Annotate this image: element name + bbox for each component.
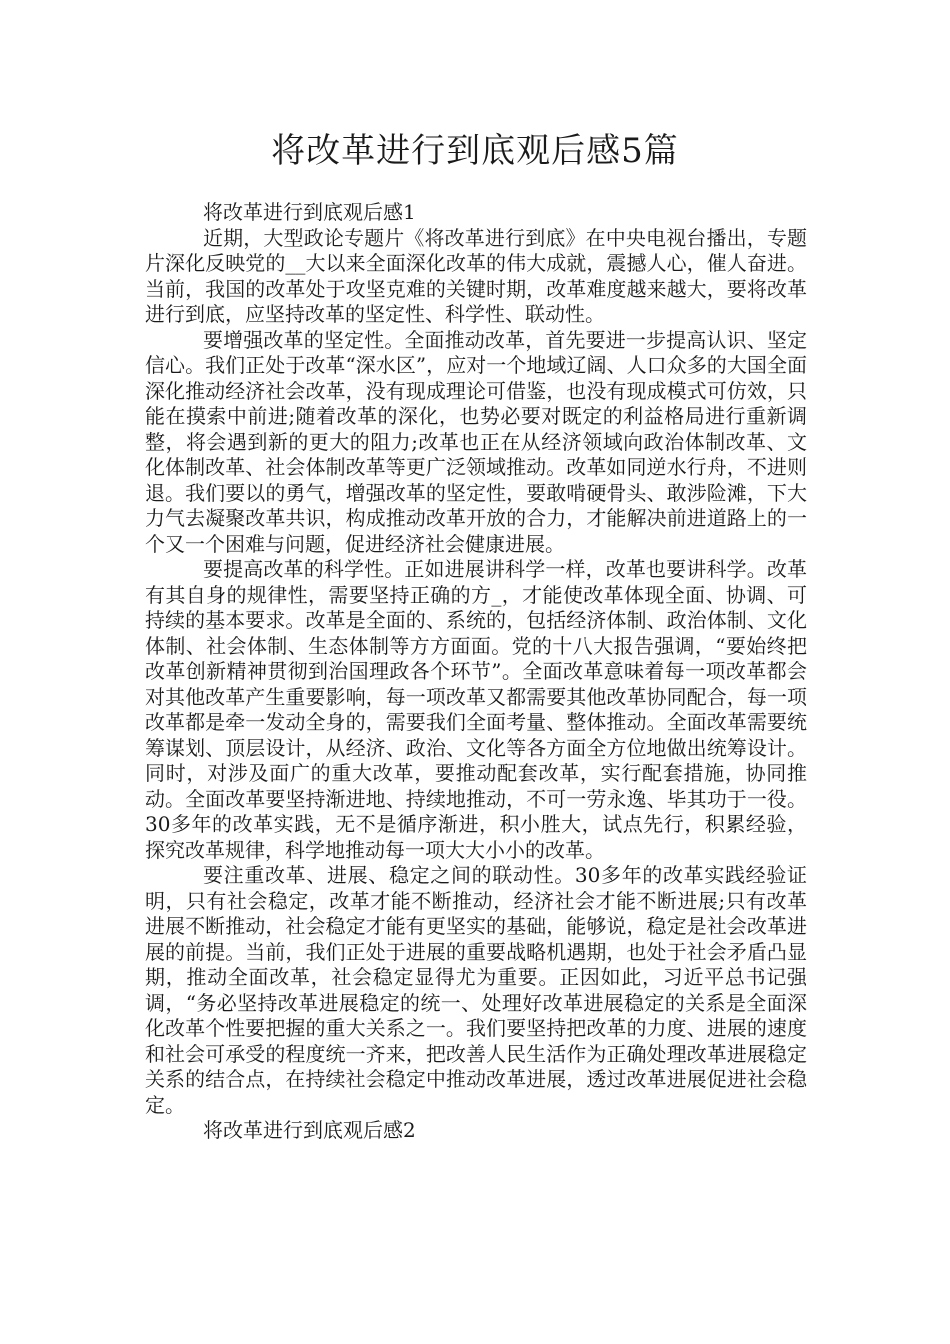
- document-body: [145, 200, 807, 1144]
- section-heading-1: 将改革进行到底观后感1: [203, 200, 416, 224]
- paragraph-firmness: 要增强改革的坚定性。全面推动改革，首先要进一步提高认识、坚定信心。我们正处于改革“深水区”，应对一个地域辽阔、人口众多的大国全面深化推动经济社会改革，没有现成理论可借鉴，也没有现成模式可仿效，只能在摸索中前进;随着改革的深化，也势必要对既定的利益格局进行重新调整，将会遇到新的更大的阻力;改革也正在从经济领域向政治体制改革、文化体制改革、社会体制改革等更广泛领域推动。改革如同逆水行舟，不进则退。我们要以的勇气，增强改革的坚定性，要敢啃硬骨头、敢涉险滩，下大力气去凝聚改革共识，构成推动改革开放的合力，才能解决前进道路上的一个又一个困难与问题，促进经济社会健康进展。: [145, 327, 807, 556]
- document-title: 将改革进行到底观后感5篇: [271, 131, 679, 171]
- section-heading-2: 将改革进行到底观后感2: [203, 1118, 416, 1142]
- paragraph-scientific: 要提高改革的科学性。正如进展讲科学一样，改革也要讲科学。改革有其自身的规律性，需要坚持正确的方_，才能使改革体现全面、协调、可持续的基本要求。改革是全面的、系统的，包括经济体制、政治体制、文化体制、社会体制、生态体制等方方面面。党的十八大报告强调，“要始终把改革创新精神贯彻到治国理政各个环节”。全面改革意味着每一项改革都会对其他改革产生重要影响，每一项改革又都需要其他改革协同配合，每一项改革都是牵一发动全身的，需要我们全面考量、整体推动。全面改革需要统筹谋划、顶层设计，从经济、政治、文化等各方面全方位地做出统筹设计。同时，对涉及面广的重大改革，要推动配套改革，实行配套措施，协同推动。全面改革要坚持渐进地、持续地推动，不可一劳永逸、毕其功于一役。30多年的改革实践，无不是循序渐进，积小胜大，试点先行，积累经验，探究改革规律，科学地推动每一项大大小小的改革。: [145, 557, 807, 862]
- paragraph-intro: 近期，大型政论专题片《将改革进行到底》在中央电视台播出，专题片深化反映党的__大以来全面深化改革的伟大成就，震撼人心，催人奋进。当前，我国的改革处于攻坚克难的关键时期，改革难度越来越大，要将改革进行到底，应坚持改革的坚定性、科学性、联动性。: [145, 225, 807, 326]
- paragraph-linkage: 要注重改革、进展、稳定之间的联动性。30多年的改革实践经验证明，只有社会稳定，改革才能不断推动，经济社会才能不断进展;只有改革进展不断推动，社会稳定才能有更坚实的基础，能够说，稳定是社会改革进展的前提。当前，我们正处于进展的重要战略机遇期，也处于社会矛盾凸显期，推动全面改革，社会稳定显得尤为重要。正因如此，习近平总书记强调，“务必坚持改革进展稳定的统一、处理好改革进展稳定的关系是全面深化改革个性要把握的重大关系之一。我们要坚持把改革的力度、进展的速度和社会可承受的程度统一齐来，把改善人民生活作为正确处理改革进展稳定关系的结合点，在持续社会稳定中推动改革进展，透过改革进展促进社会稳定。: [145, 863, 807, 1117]
